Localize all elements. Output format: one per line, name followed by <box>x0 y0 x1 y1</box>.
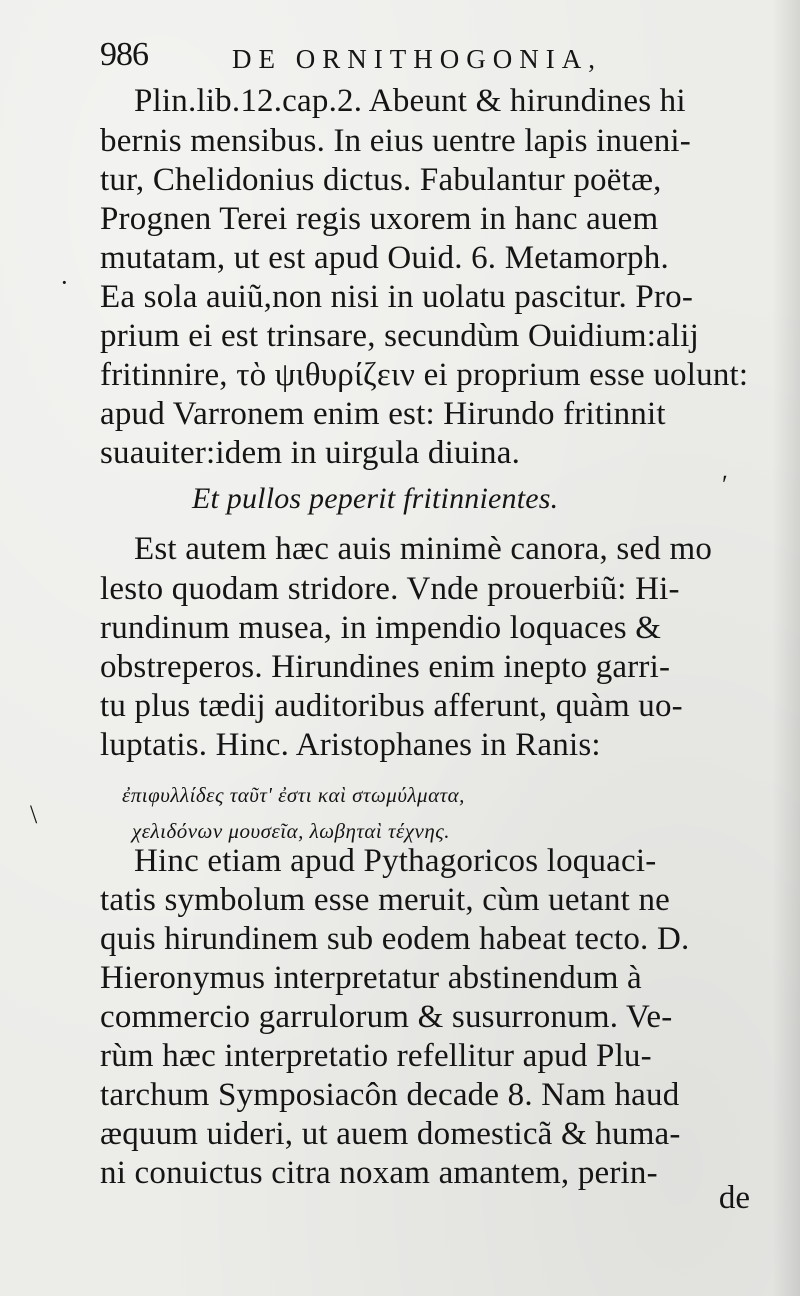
text-line: Hieronymus interpretatur abstinendum à <box>100 960 642 996</box>
text-line: ni conuictus citra noxam amantem, perin- <box>100 1155 658 1191</box>
verse-quote: Et pullos peperit fritinnientes. <box>192 482 559 515</box>
text-line: luptatis. Hinc. Aristophanes in Ranis: <box>100 727 601 763</box>
text-line: rundinum musea, in impendio loquaces & <box>100 610 662 646</box>
running-head: DE ORNITHOGONIA, <box>232 44 602 74</box>
text-line: Prognen Terei regis uxorem in hanc auem <box>100 201 659 237</box>
text-line: rùm hæc interpretatio refellitur apud Plu- <box>100 1038 652 1074</box>
text-line: commercio garrulorum & susurronum. Ve- <box>100 999 673 1035</box>
text-line: mutatam, ut est apud Ouid. 6. Metamorph. <box>100 240 669 276</box>
page-header <box>100 30 750 80</box>
greek-verse-line: ἐπιφυλλίδες ταῦτ' ἐστι καὶ στωμύλματα, <box>122 783 465 807</box>
text-line: tatis symbolum esse meruit, cùm uetant ne <box>100 882 671 918</box>
catchword: de <box>718 1180 750 1216</box>
text-line: obstreperos. Hirundines enim inepto garri- <box>100 649 671 685</box>
text-line: tu plus tædij auditoribus afferunt, quàm uo- <box>100 688 683 724</box>
text-line: quis hirundinem sub eodem habeat tecto. D. <box>100 921 690 957</box>
text-line: Est autem hæc auis minimè canora, sed mo <box>134 531 713 567</box>
text-line: tur, Chelidonius dictus. Fabulantur poëtæ, <box>100 162 662 198</box>
margin-dot: · <box>60 268 69 297</box>
text-line: fritinnire, τὸ ψιθυρίζειν ei proprium esse uolunt: <box>100 357 749 393</box>
text-line: suauiter:idem in uirgula diuina. <box>100 435 521 471</box>
text-line: tarchum Symposiacôn decade 8. Nam haud <box>100 1077 680 1113</box>
text-line: lesto quodam stridore. Vnde prouerbiũ: Hi- <box>100 571 680 607</box>
page-number: 986 <box>100 36 148 73</box>
text-line: Hinc etiam apud Pythagoricos loquaci- <box>134 843 657 879</box>
stray-mark: ʹ <box>722 470 728 499</box>
text-line: Ea sola auiũ,non nisi in uolatu pascitur. Pro- <box>100 279 694 315</box>
margin-mark: \ <box>30 800 38 829</box>
text-line: æquum uideri, ut auem domesticã & huma- <box>100 1116 681 1152</box>
text-line: prium ei est trinsare, secundùm Ouidium:alij <box>100 318 700 354</box>
greek-verse-line: χελιδόνων μουσεῖα, λωβηταὶ τέχνης. <box>132 819 451 843</box>
text-line: apud Varronem enim est: Hirundo fritinnit <box>100 396 666 432</box>
page-edge-shadow <box>772 0 800 1296</box>
text-line: bernis mensibus. In eius uentre lapis inueni- <box>100 123 691 159</box>
text-line: Plin.lib.12.cap.2. Abeunt & hirundines hi <box>134 83 686 119</box>
